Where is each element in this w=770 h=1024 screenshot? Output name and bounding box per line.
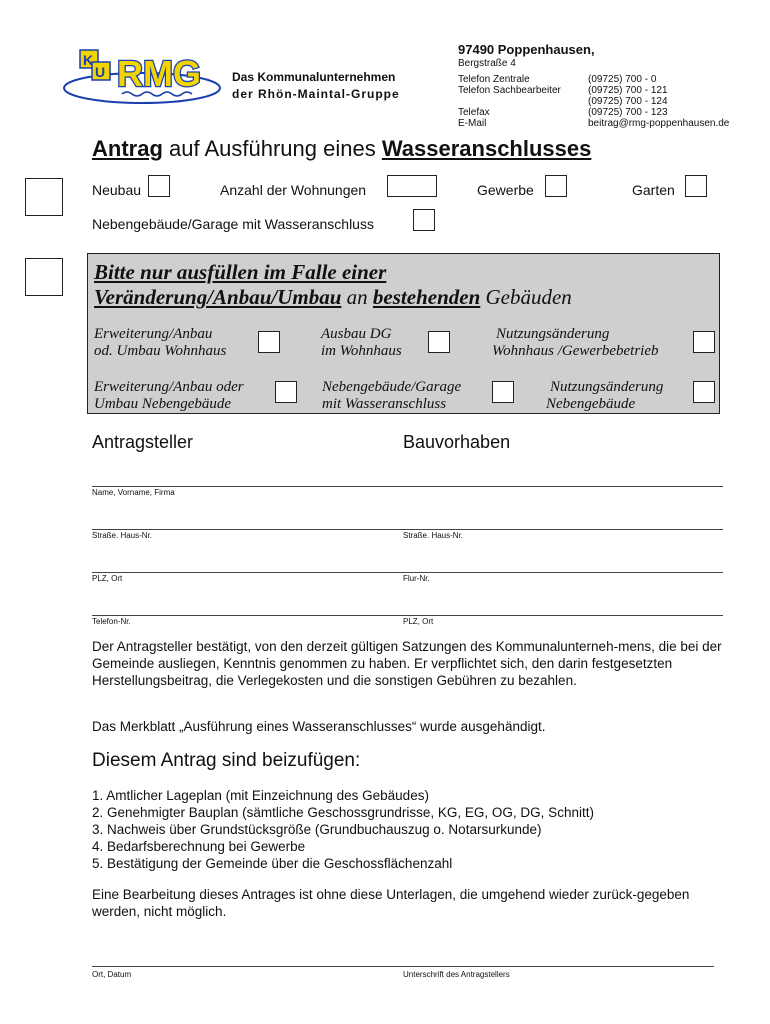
change-item-5 <box>322 379 461 413</box>
logo <box>62 44 222 108</box>
contact-label: E-Mail <box>458 118 487 129</box>
change-item-line: mit Wasseranschluss <box>322 396 447 412</box>
contact-label: Telefon Zentrale <box>458 74 530 85</box>
page-title <box>92 136 591 162</box>
option-nebengebaeude-checkbox[interactable] <box>413 209 435 231</box>
list-item: 4. Bedarfsberechnung bei Gewerbe <box>92 839 306 854</box>
label-plz-left: PLZ, Ort <box>92 574 123 583</box>
label-plz-right: PLZ, Ort <box>403 617 434 626</box>
option-wohnungen-label: Anzahl der Wohnungen <box>220 182 367 198</box>
merkblatt-text: Das Merkblatt „Ausführung eines Wasseranschlusses“ wurde ausgehändigt. <box>92 719 546 734</box>
section-checkbox-change[interactable] <box>25 258 63 296</box>
option-neubau-label: Neubau <box>92 182 142 198</box>
change-item-line: im Wohnhaus <box>321 343 402 359</box>
change-item-line: od. Umbau Wohnhaus <box>94 343 227 359</box>
label-street-left: Straße. Haus-Nr. <box>92 531 153 540</box>
list-item: 2. Genehmigter Bauplan (sämtliche Geschossgrundrisse, KG, EG, OG, DG, Schnitt) <box>92 805 594 820</box>
contact-value: (09725) 700 - 124 <box>588 96 668 107</box>
change-item-5-checkbox[interactable] <box>492 381 514 403</box>
section-checkbox-new[interactable] <box>25 178 63 216</box>
change-section-title-2 <box>94 285 572 310</box>
change-item-line: Ausbau DG <box>321 326 392 342</box>
contact-value: beitrag@rmg-poppenhausen.de <box>588 118 730 129</box>
title-wasseranschluss: Wasseranschlusses <box>381 136 592 161</box>
change-item-line: Wohnhaus /Gewerbebetrieb <box>492 343 659 359</box>
field-line-street[interactable] <box>92 529 723 530</box>
option-garten-checkbox[interactable] <box>685 175 707 197</box>
title-veraenderung: Veränderung/Anbau/Umbau <box>94 285 342 309</box>
label-street-right: Straße. Haus-Nr. <box>403 531 464 540</box>
title-middle: auf Ausführung eines <box>162 136 382 161</box>
attachments-list <box>92 787 594 872</box>
change-item-4-checkbox[interactable] <box>275 381 297 403</box>
logo-u: U <box>95 64 106 80</box>
change-item-line: Nutzungsänderung <box>496 326 610 342</box>
logo-k: K <box>83 52 94 68</box>
field-line-phone[interactable] <box>92 615 723 616</box>
declaration-text: Der Antragsteller bestätigt, von den derzeit gültigen Satzungen des Kommunalunterneh-mens, die bei der Gemeinde ausliegen, Kenntnis genommen zu haben. Er verpflichtet sich, den darin festgesetzten Herstellungsbeitrag, die Verlegekosten und die sonstigen Gebühren zu bezahlen. <box>92 639 722 688</box>
change-item-line: Nebengebäude/Garage <box>322 379 462 395</box>
logo-rmg: RMG <box>117 53 201 94</box>
address-street: Bergstraße 4 <box>458 58 516 69</box>
attachments-heading: Diesem Antrag sind beizufügen: <box>92 750 361 771</box>
change-item-1 <box>94 326 226 360</box>
option-nebengebaeude-label: Nebengebäude/Garage mit Wasseranschluss <box>92 216 374 232</box>
signature-line[interactable] <box>92 966 714 967</box>
change-item-4 <box>94 379 244 413</box>
logo-graphic <box>62 44 222 108</box>
change-item-3 <box>492 326 659 360</box>
label-flur-right: Flur-Nr. <box>403 574 430 583</box>
title-antrag: Antrag <box>92 136 163 161</box>
address-city: 97490 Poppenhausen, <box>458 42 595 57</box>
org-line-2: der Rhön-Maintal-Gruppe <box>232 87 400 101</box>
heading-antragsteller: Antragsteller <box>92 432 194 452</box>
contact-label <box>458 96 588 107</box>
contact-label: Telefon Sachbearbeiter <box>458 85 561 96</box>
change-item-6-checkbox[interactable] <box>693 381 715 403</box>
contact-value: (09725) 700 - 0 <box>588 74 657 85</box>
attachments-note: Eine Bearbeitung dieses Antrages ist ohne diese Unterlagen, die umgehend wieder zurück-gegeben werden, nicht möglich. <box>92 887 690 919</box>
option-neubau-checkbox[interactable] <box>148 175 170 197</box>
change-item-line: Erweiterung/Anbau <box>94 326 213 342</box>
title-an: an <box>341 285 373 309</box>
change-item-3-checkbox[interactable] <box>693 331 715 353</box>
label-phone-left: Telefon-Nr. <box>92 617 131 626</box>
change-item-2 <box>321 326 402 360</box>
option-wohnungen-input[interactable] <box>387 175 437 197</box>
change-item-line: Erweiterung/Anbau oder <box>94 379 244 395</box>
change-item-line: Umbau Nebengebäude <box>94 396 232 412</box>
list-item: 3. Nachweis über Grundstücksgröße (Grundbuchauszug o. Notarsurkunde) <box>92 822 542 837</box>
change-item-line: Nutzungsänderung <box>550 379 664 395</box>
field-line-name[interactable] <box>92 486 723 487</box>
option-gewerbe-checkbox[interactable] <box>545 175 567 197</box>
contact-value: (09725) 700 - 121 <box>588 85 668 96</box>
title-bestehenden: bestehenden <box>372 285 481 309</box>
heading-bauvorhaben: Bauvorhaben <box>403 432 511 452</box>
option-gewerbe-label: Gewerbe <box>477 182 534 198</box>
org-line-1: Das Kommunalunternehmen <box>232 70 396 84</box>
list-item: 1. Amtlicher Lageplan (mit Einzeichnung des Gebäudes) <box>92 788 429 803</box>
contact-value: (09725) 700 - 123 <box>588 107 668 118</box>
title-gebaeuden: Gebäuden <box>480 285 572 309</box>
option-garten-label: Garten <box>632 182 675 198</box>
field-line-plz[interactable] <box>92 572 723 573</box>
change-item-2-checkbox[interactable] <box>428 331 450 353</box>
contact-block <box>458 74 729 129</box>
footer-ort-datum: Ort, Datum <box>92 970 132 979</box>
label-name: Name, Vorname, Firma <box>92 488 175 497</box>
list-item: 5. Bestätigung der Gemeinde über die Geschossflächenzahl <box>92 856 453 871</box>
footer-signature: Unterschrift des Antragstellers <box>403 970 510 979</box>
contact-label: Telefax <box>458 107 490 118</box>
change-item-6 <box>546 379 663 413</box>
change-section-title-1: Bitte nur ausfüllen im Falle einer <box>94 260 387 284</box>
change-item-line: Nebengebäude <box>546 396 636 412</box>
change-item-1-checkbox[interactable] <box>258 331 280 353</box>
change-section <box>87 253 720 414</box>
